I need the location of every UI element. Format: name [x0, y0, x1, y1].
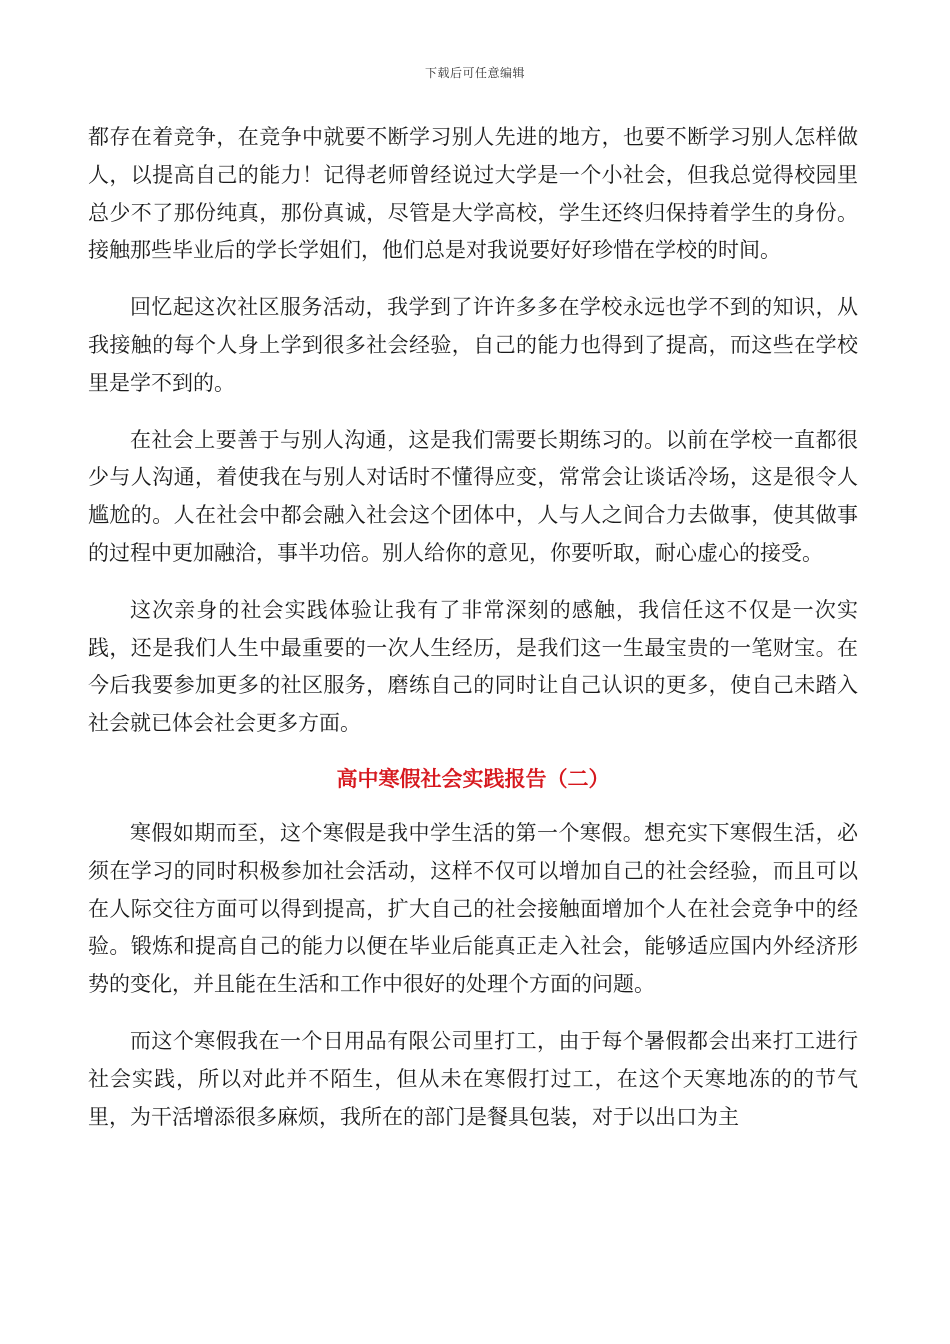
paragraph: 回忆起这次社区服务活动，我学到了许许多多在学校永远也学不到的知识，从我接触的每个人身上学到很多社会经验，自己的能力也得到了提高，而这些在学校里是学不到的。	[88, 295, 858, 395]
section-title: 高中寒假社会实践报告（二）	[336, 766, 610, 791]
paragraph: 而这个寒假我在一个日用品有限公司里打工，由于每个暑假都会出来打工进行社会实践，所以对此并不陌生，但从未在寒假打过工，在这个天寒地冻的的节气里，为干活增添很多麻烦，我所在的部门是餐具包装，对于以出口为主	[88, 1028, 858, 1129]
paragraph: 寒假如期而至，这个寒假是我中学生活的第一个寒假。想充实下寒假生活，必须在学习的同时积极参加社会活动，这样不仅可以增加自己的社会经验，而且可以在人际交往方面可以得到提高，扩大自己的社会接触面增加个人在社会竞争中的经验。锻炼和提高自己的能力以便在毕业后能真正走入社会，能够适应国内外经济形势的变化，并且能在生活和工作中很好的处理个方面的问题。	[88, 820, 858, 997]
document-body	[88, 119, 858, 1155]
page-header: 下载后可任意编辑	[424, 66, 525, 80]
paragraph: 这次亲身的社会实践体验让我有了非常深刻的感触，我信任这不仅是一次实践，还是我们人生中最重要的一次人生经历，是我们这一生最宝贵的一笔财宝。在今后我要参加更多的社区服务，磨练自己的同时让自己认识的更多，使自己未踏入社会就已体会社会更多方面。	[88, 597, 858, 736]
paragraph-continued: 都存在着竞争，在竞争中就要不断学习别人先进的地方，也要不断学习别人怎样做人，以提高自己的能力！记得老师曾经说过大学是一个小社会，但我总觉得校园里总少不了那份纯真，那份真诚，尽管是大学高校，学生还终归保持着学生的身份。接触那些毕业后的学长学姐们，他们总是对我说要好好珍惜在学校的时间。	[88, 125, 858, 263]
paragraph: 在社会上要善于与别人沟通，这是我们需要长期练习的。以前在学校一直都很少与人沟通，着使我在与别人对话时不懂得应变，常常会让谈话冷场，这是很令人尴尬的。人在社会中都会融入社会这个团体中，人与人之间合力去做事，使其做事的过程中更加融洽，事半功倍。别人给你的意见，你要听取，耐心虚心的接受。	[88, 427, 858, 565]
